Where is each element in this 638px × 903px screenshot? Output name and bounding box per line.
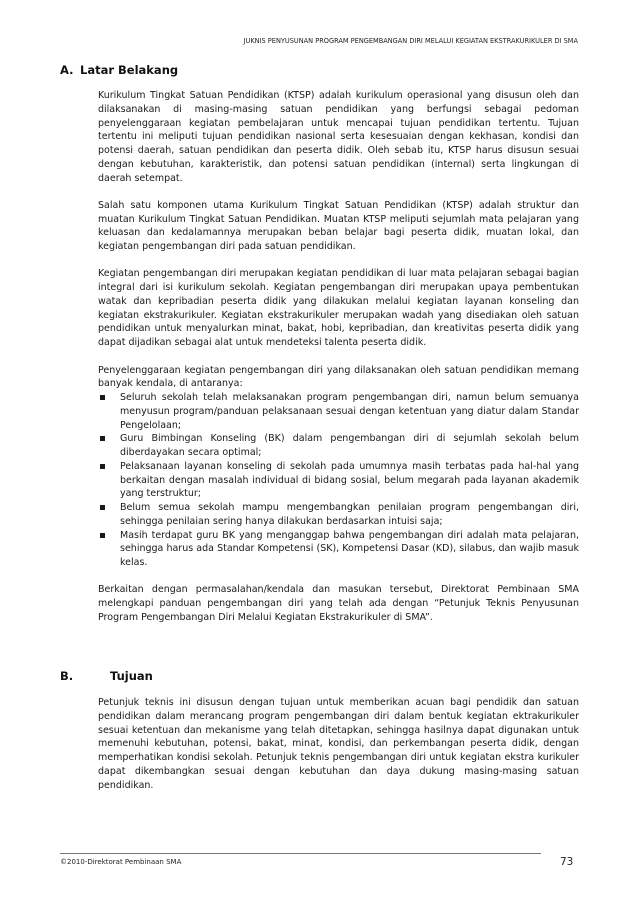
section-b-heading [60,669,153,683]
list-item [98,529,579,570]
paragraph-self-development: Kegiatan pengembangan diri merupakan kegiatan pendidikan di luar mata pelajaran sebagai bagian integral dari isi kurikulum sekolah. Kegiatan pengembangan diri merupakan upaya pembentukan watak dan kepribadian peserta didik yang dilakukan melalui kegiatan layanan konseling dan kegiatan ekstrakurikuler. Kegiatan ekstrakurikuler merupakan wadah yang disediakan oleh satuan pendidikan untuk menyalurkan minat, bakat, hobi, kepribadian, dan kreativitas peserta didik yang dapat dijadikan sebagai alat untuk mendeteksi talenta peserta didik. [98,268,579,349]
section-b-body [98,696,579,806]
paragraph-ktsp-components: Salah satu komponen utama Kurikulum Tingkat Satuan Pendidikan (KTSP) adalah struktur dan muatan Kurikulum Tingkat Satuan Pendidikan. Muatan KTSP meliputi sejumlah mata pelajaran yang keluasan dan kedalamannya merupakan beban belajar bagi peserta didik, muatan lokal, dan kegiatan pengembangan diri pada satuan pendidikan. [98,199,579,253]
square-bullet-icon [100,533,105,538]
list-item-text: Guru Bimbingan Konseling (BK) dalam pengembangan diri di sejumlah sekolah belum diberdayakan secara optimal; [120,433,579,459]
paragraph-purpose: Petunjuk teknis ini disusun dengan tujuan untuk memberikan acuan bagi pendidik dan satuan pendidikan dalam merancang program pengembangan diri dalam bentuk kegiatan ektrakurikuler sesuai ketentuan dan mekanisme yang telah ditetapkan, sehingga hasilnya dapat digunakan untuk memenuhi kebutuhan, potensi, bakat, minat, kondisi, dan perkembangan peserta didik, dengan memperhatikan kondisi sekolah. Petunjuk teknis pengembangan diri untuk kegiatan ekstra kurikuler dapat dikembangkan sesuai dengan kebutuhan dan daya dukung masing-masing satuan pendidikan. [98,697,579,791]
footer-copyright: ©2010-Direktorat Pembinaan SMA [60,858,182,866]
square-bullet-icon [100,395,105,400]
square-bullet-icon [100,436,105,441]
obstacles-list [98,391,579,570]
footer-divider [60,853,541,854]
list-item-text: Pelaksanaan layanan konseling di sekolah pada umumnya masih terbatas pada hal-hal yang berkaitan dengan masalah individual di bidang sosial, belum megarah pada layanan akademik yang terstruktur; [120,460,579,500]
list-item [98,501,579,529]
list-item [98,391,579,432]
section-a-number: A. [60,63,74,77]
list-item [98,460,579,501]
section-b-title: Tujuan [110,669,153,683]
page-number: 73 [560,856,574,868]
list-item [98,432,579,460]
section-a-body [98,89,579,638]
paragraph-obstacles-intro: Penyelenggaraan kegiatan pengembangan diri yang dilaksanakan oleh satuan pendidikan memang banyak kendala, di antaranya: [98,364,579,390]
section-a-heading [60,63,178,77]
paragraph-closing: Berkaitan dengan permasalahan/kendala dan masukan tersebut, Direktorat Pembinaan SMA melengkapi panduan pengembangan diri yang telah ada dengan “Petunjuk Teknis Penyusunan Program Pengembangan Diri Melalui Kegiatan Ekstrakurikuler di SMA”. [98,584,579,623]
section-a-title: Latar Belakang [80,63,179,77]
list-item-text: Belum semua sekolah mampu mengembangkan penilaian program pengembangan diri, sehingga penilaian sering hanya dilakukan berdasarkan intuisi saja; [120,502,579,527]
section-b-number: B. [60,669,74,683]
list-item-text: Masih terdapat guru BK yang menganggap bahwa pengembangan diri adalah mata pelajaran, sehingga harus ada Standar Kompetensi (SK), Kompetensi Dasar (KD), silabus, dan wajib masuk kelas. [120,529,579,569]
running-header: JUKNIS PENYUSUNAN PROGRAM PENGEMBANGAN DIRI MELALUI KEGIATAN EKSTRAKURIKULER DI SMA [243,37,578,45]
list-item-text: Seluruh sekolah telah melaksanakan program pengembangan diri, namun belum semuanya menyusun program/panduan pelaksanaan sesuai dengan ketentuan yang diatur dalam Standar Pengelolaan; [120,392,579,431]
square-bullet-icon [100,464,105,469]
paragraph-ktsp-definition: Kurikulum Tingkat Satuan Pendidikan (KTSP) adalah kurikulum operasional yang disusun oleh dan dilaksanakan di masing-masing satuan pendidikan yang berfungsi sebagai pedoman penyelenggaraan kegiatan pembelajaran untuk mencapai tujuan pendidikan tertentu. Tujuan tertentu ini meliputi tujuan pendidikan nasional serta kesesuaian dengan kekhasan, kondisi dan potensi daerah, satuan pendidikan dan peserta didik. Oleh sebab itu, KTSP harus disusun sesuai dengan kebutuhan, karakteristik, dan potensi satuan pendidikan (internal) serta lingkungan di daerah setempat. [98,90,579,184]
square-bullet-icon [100,505,105,510]
